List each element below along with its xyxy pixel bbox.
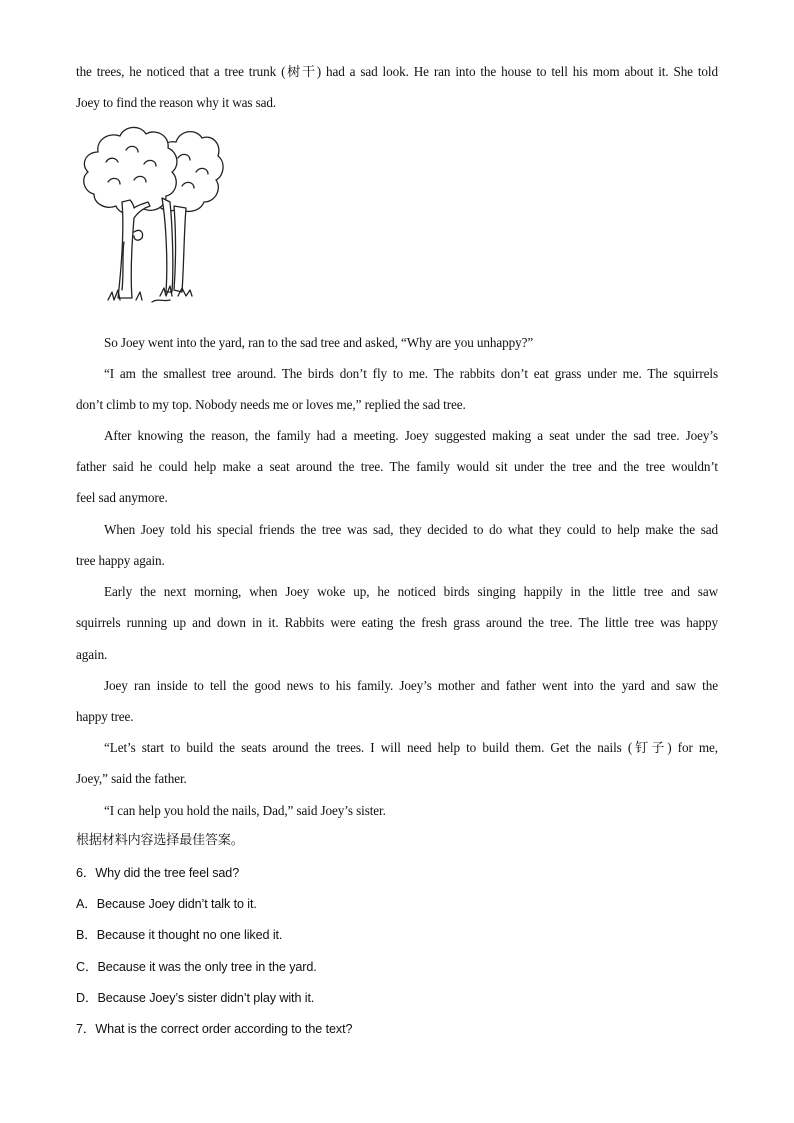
back-tree-trunk-2 (162, 198, 173, 292)
story-line: Joey to find the reason why it was sad. (76, 95, 277, 110)
story-line: the trees, he noticed that a tree trunk (树干) had a sad look. He ran into the house to tell his mom about it. She told (76, 64, 718, 79)
question-stem: 6．Why did the tree feel sad? (76, 866, 240, 880)
answer-option-d: D．Because Joey’s sister didn’t play with it. (76, 991, 315, 1005)
answer-option-c: C．Because it was the only tree in the yard. (76, 960, 317, 974)
story-line: “I am the smallest tree around. The birds don’t fly to me. The rabbits don’t eat grass under me. The squirrels (104, 366, 718, 381)
answer-option-b: B．Because it thought no one liked it. (76, 928, 283, 942)
story-line: Early the next morning, when Joey woke up, he noticed birds singing happily in the little tree and saw (104, 584, 718, 599)
story-line: tree happy again. (76, 553, 165, 568)
story-line: When Joey told his special friends the tree was sad, they decided to do what they could to help make the sad (104, 522, 718, 537)
instruction-text: 根据材料内容选择最佳答案。 (76, 833, 244, 848)
story-line: So Joey went into the yard, ran to the sad tree and asked, “Why are you unhappy?” (104, 335, 534, 350)
story-line: father said he could help make a seat around the tree. The family would sit under the tree and the tree wouldn’t (76, 459, 718, 474)
trees-illustration (78, 122, 224, 318)
story-line: squirrels running up and down in it. Rabbits were eating the fresh grass around the tree. The little tree was happy (76, 615, 718, 630)
story-line: again. (76, 647, 108, 662)
story-line: feel sad anymore. (76, 490, 168, 505)
question-stem: 7．What is the correct order according to the text? (76, 1022, 353, 1036)
story-line: “I can help you hold the nails, Dad,” said Joey’s sister. (104, 803, 386, 818)
story-line: don’t climb to my top. Nobody needs me or loves me,” replied the sad tree. (76, 397, 466, 412)
back-tree-trunk (174, 206, 186, 292)
story-line: After knowing the reason, the family had a meeting. Joey suggested making a seat under the sad tree. Joey’s (104, 428, 718, 443)
answer-option-a: A．Because Joey didn’t talk to it. (76, 897, 257, 911)
story-line: Joey,” said the father. (76, 771, 187, 786)
story-line: happy tree. (76, 709, 134, 724)
story-line: Joey ran inside to tell the good news to his family. Joey’s mother and father went into the yard and saw the (104, 678, 718, 693)
story-line: “Let’s start to build the seats around the trees. I will need help to build them. Get the nails (钉子) for me, (104, 740, 718, 755)
